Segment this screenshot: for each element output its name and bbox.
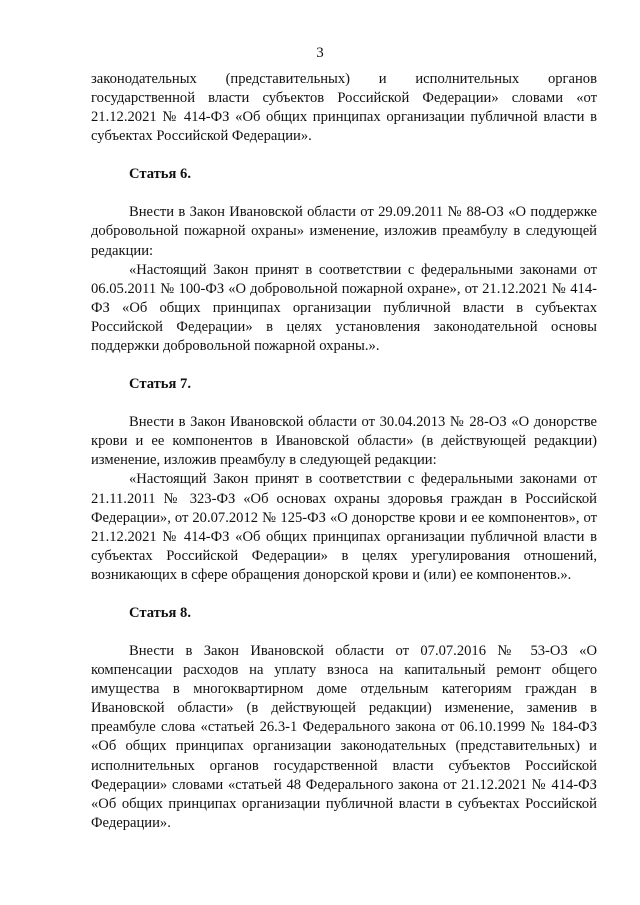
document-body [91, 70, 597, 833]
article-6 [91, 165, 597, 356]
article-7 [91, 375, 597, 585]
article-6-body: Внести в Закон Ивановской области от 29.09.2011 № 88-ОЗ «О поддержке добровольной пожарной охраны» изменение, изложив преамбулу в следующей редакции: [91, 204, 597, 259]
article-7-heading: Статья 7. [129, 376, 191, 393]
article-8-body: Внести в Закон Ивановской области от 07.07.2016 № 53-ОЗ «О компенсации расходов на уплату взноса на капитальный ремонт общего имущества в многоквартирном доме отдельным категориям граждан в Ивановской области» (в действующей редакции) изменение, заменив в преамбуле слова «статьей 26.3-1 Федерального закона от 06.10.1999 № 184-ФЗ «Об общих принципах организации законодательных (представительных) и исполнительных органов государственной власти субъектов Российской Федерации» словами «статьей 48 Федерального закона от 21.12.2021 № 414-ФЗ «Об общих принципах организации публичной власти в субъектах Российской Федерации». [91, 642, 597, 831]
page-number: 3 [316, 45, 324, 61]
article-8 [91, 604, 597, 833]
article-6-heading: Статья 6. [129, 166, 191, 183]
article-7-quote: «Настоящий Закон принят в соответствии с федеральными законами от 21.11.2011 № 323-ФЗ «Об основах охраны здоровья граждан в Российской Федерации», от 20.07.2012 № 125-ФЗ «О донорстве крови и ее компонентов», от 21.12.2021 № 414-ФЗ «Об общих принципах организации публичной власти в субъектах Российской Федерации» в целях урегулирования отношений, возникающих в сфере обращения донорской крови и (или) ее компонентов.». [91, 471, 597, 583]
article-7-body: Внести в Закон Ивановской области от 30.04.2013 № 28-ОЗ «О донорстве крови и ее компонентов в Ивановской области» (в действующей редакции) изменение, изложив преамбулу в следующей редакции: [91, 414, 597, 469]
intro-continuation-paragraph: законодательных (представительных) и исполнительных органов государственной власти субъектов Российской Федерации» словами «от 21.12.2021 № 414-ФЗ «Об общих принципах организации публичной власти в субъектах Российской Федерации». [91, 71, 597, 145]
article-8-heading: Статья 8. [129, 604, 191, 621]
article-6-quote: «Настоящий Закон принят в соответствии с федеральными законами от 06.05.2011 № 100-ФЗ «О добровольной пожарной охране», от 21.12.2021 № 414-ФЗ «Об общих принципах организации публичной власти в субъектах Российской Федерации» в целях установления законодательной основы поддержки добровольной пожарной охраны.». [91, 261, 597, 355]
